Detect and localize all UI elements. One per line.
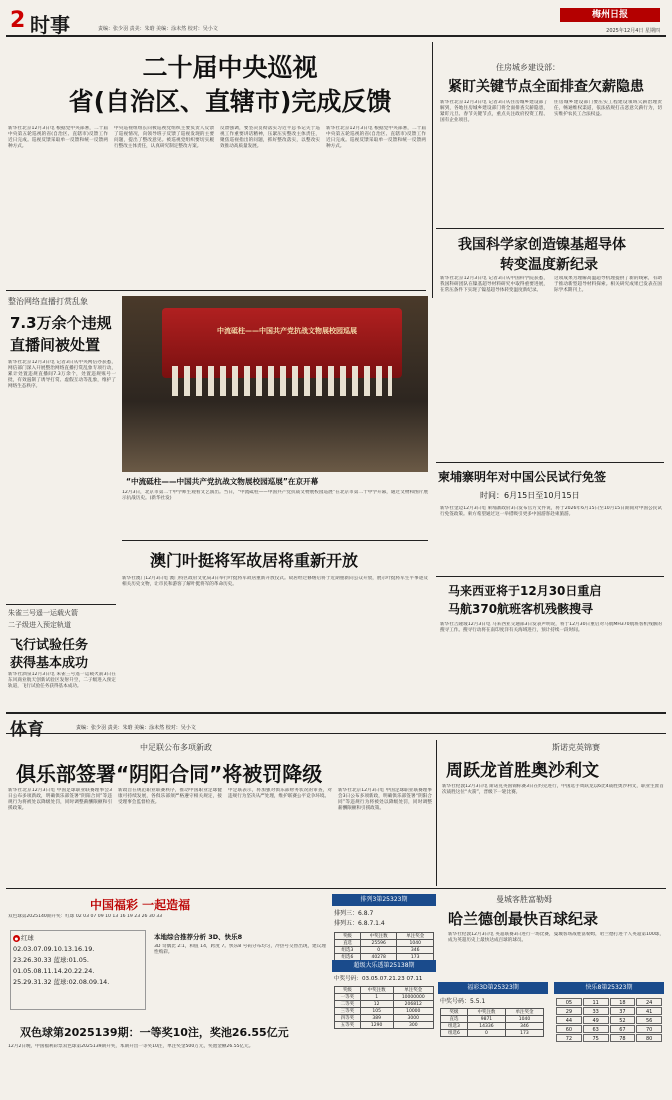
snooker-kicker: 斯诺克英锦赛 [552, 743, 600, 752]
table-header: 中奖注数 [360, 933, 397, 940]
right1-body-col1: 新华社北京12月3日电 记者3日从住房城乡建设部了解到，各地住房城乡建设部门将全面排查欠薪隐患，紧盯元旦、春节关键节点，重点关注政府投资工程、国有企业项目。 [440, 100, 548, 123]
table-cell: 三等奖 [335, 1008, 361, 1015]
macao-title: 澳门叶挺将军故居将重新开放 [150, 551, 359, 570]
issue-date: 2025年12月4日 星期四 [606, 28, 660, 34]
sports-body-col1: 新华社北京12月3日电 中国足球职业联赛理事会3日公布多项新政，明确俱乐部签署“阴阳合同”等违规行为将被处以降级处罚，同时调整薪酬限额和引援政策。 [8, 788, 112, 811]
right2-body-col1: 新华社北京12月3日电 记者3日从中国科学院获悉，我国科研团队在镍基超导材料研究中取得重要进展，在常压条件下实现了镍基超导体转变温度新纪录。 [440, 276, 548, 293]
right2-title-line2: 转变温度新纪录 [500, 257, 598, 273]
sports-editor-line: 责编：张少羽 责美：朱晗 美编：涂未然 校对：吴小文 [76, 725, 196, 731]
newspaper-logo: 梅州日报 [560, 8, 660, 22]
table-cell: 二等奖 [335, 1001, 361, 1008]
kl8-number: 60 [556, 1025, 582, 1033]
table-header: 单注奖金 [393, 987, 433, 994]
table-header: 中奖注数 [360, 987, 393, 994]
zhibo-title-line1: 7.3万余个违规 [10, 314, 112, 332]
right2-body-col2: 这项成果为理解高温超导机理提供了新的线索，有助于推动新型超导材料探索。相关研究成果已发表在国际学术期刊上。 [554, 276, 662, 293]
performers [172, 366, 392, 396]
sports-header [6, 712, 666, 740]
mh370-title-line2: 马航370航班客机残骸搜寻 [448, 602, 594, 616]
table-cell: 389 [360, 1015, 393, 1022]
lottery-draw-info: 双色球第2025140期开奖：红球 02 03 07 09 10 13 16 19 23 26 30 33 [8, 914, 163, 919]
right2-title-line1: 我国科学家创造镍基超导体 [458, 237, 626, 253]
red-line1: 02.03.07.09.10.13.16.19. [13, 945, 95, 953]
red-ball-icon: ● [14, 936, 19, 941]
table-cell: 直选 [335, 940, 361, 947]
table-cell: 40278 [360, 954, 397, 961]
rocket-title-line1: 飞行试验任务 [10, 638, 89, 653]
zhibo-title-line2: 直播间被处置 [10, 336, 101, 354]
right1-kicker: 住房城乡建设部： [496, 63, 560, 72]
lead-body-col2: 中央巡视组组长向被巡视党组织主要负责人反馈了巡视情况，向领导班子反馈了巡视发现的主要问题，提出了整改意见。被巡视党组织要切实履行整改主体责任，认真研究制定整改方案。 [114, 126, 214, 149]
table-header: 奖级 [441, 1009, 468, 1016]
section-rule [122, 540, 428, 541]
dongpu-title: 柬埔寨明年对中国公民试行免签 [438, 470, 607, 484]
football-body: 新华社伦敦12月3日电 英超联赛3日进行一场比赛，曼城客场战胜富勒姆，哈兰德打进个人英超第100球，成为英超历史上最快达成百球的球员。 [448, 932, 664, 943]
table-header: 奖级 [335, 933, 361, 940]
kl8-number: 72 [556, 1034, 582, 1042]
table-cell: 105 [360, 1008, 393, 1015]
sports-body-col4: 新华社北京12月3日电 中国足球职业联赛理事会3日公布多项新政，明确俱乐部签署“阴阳合同”等违规行为将被处以降级处罚，同时调整薪酬限额和引援政策。 [338, 788, 432, 811]
table-cell: 直选 [441, 1016, 468, 1023]
sports-body-col3: 中足联表示，将加强对俱乐部财务状况的审查，对违规行为坚决从严处理，维护联赛公平竞争环境。 [228, 788, 332, 799]
kl8-number: 56 [636, 1016, 662, 1024]
table-cell: 1290 [360, 1022, 393, 1029]
red-label: 红球 [21, 934, 34, 942]
table-cell: 1 [360, 994, 393, 1001]
kl8-number: 11 [583, 998, 609, 1006]
section-rule [6, 290, 426, 291]
kl8-number: 33 [583, 1007, 609, 1015]
table-header: 奖级 [335, 987, 361, 994]
table-cell: 一等奖 [335, 994, 361, 1001]
photo-caption-title: “中流砥柱——中国共产党抗战文物展校园巡展”在京开幕 [126, 477, 319, 486]
sports-body-col2: 新政旨在规范职业联赛秩序，推动中国职业足球健康可持续发展，各俱乐部须严格遵守相关规定，接受理事会监督检查。 [118, 788, 222, 805]
lottery-red-box [10, 930, 146, 1010]
sports-section-title: 体育 [10, 720, 44, 740]
table-cell: 四等奖 [335, 1015, 361, 1022]
table-cell: 五等奖 [335, 1022, 361, 1029]
kl8-number: 44 [556, 1016, 582, 1024]
table-cell: 12 [360, 1001, 393, 1008]
section-rule [436, 228, 664, 229]
column-divider [436, 740, 437, 886]
tc-prize-table [334, 986, 434, 1029]
kl8-number: 63 [583, 1025, 609, 1033]
fc3d-label: 福彩3D第25323期 [438, 982, 548, 994]
rocket-subkicker: 二子级进入预定轨道 [8, 621, 71, 629]
lottery-summary: 12月2日晚，中国福利彩票双色球第2025139期开奖，本期开出一等奖10注，单注奖金500万元，奖池金额26.55亿元。 [8, 1044, 254, 1049]
pl5-result: 排列五：6.8.7.1.4 [334, 920, 385, 927]
kl8-number: 49 [583, 1016, 609, 1024]
fc3d-result: 中奖号码：5.5.1 [440, 998, 486, 1005]
table-cell: 173 [505, 1030, 543, 1037]
table-header: 单注奖金 [397, 933, 434, 940]
table-cell: 10000 [393, 1008, 433, 1015]
exhibition-photo [122, 296, 428, 472]
right1-body-col2: 住房城乡建设部门要压实工程建设领域欠薪治理责任，畅通维权渠道，依法依规打击恶意欠薪行为，切实维护农民工合法权益。 [554, 100, 662, 117]
table-cell: 173 [397, 954, 434, 961]
fc3d-analysis-title: 本地综合推荐分析 3D、快乐8 [154, 933, 243, 941]
table-header: 中奖注数 [467, 1009, 505, 1016]
kl8-number: 70 [636, 1025, 662, 1033]
kl8-number: 75 [583, 1034, 609, 1042]
stage-banner: 中流砥柱——中国共产党抗战文物展校园巡展 [217, 327, 357, 335]
lead-body-col3: 反馈强调，要坚决贯彻落实习近平总书记关于巡视工作重要讲话精神，压紧压实整改主体责任，聚焦巡视指出的问题，抓好整改落实，以整改实效推动高质量发展。 [220, 126, 320, 149]
sports-kicker: 中足联公布多项新政 [140, 743, 212, 752]
table-header: 单注奖金 [505, 1009, 543, 1016]
table-cell: 14336 [467, 1023, 505, 1030]
lead-title-line2: 省(自治区、直辖市)完成反馈 [68, 87, 392, 116]
kl8-number-grid [556, 998, 662, 1042]
football-title: 哈兰德创最快百球纪录 [448, 910, 599, 928]
table-cell: 1040 [397, 940, 434, 947]
red-line2: 23.26.30.33 蓝球:01.05. [13, 956, 89, 964]
fc3d-analysis-body: 3D 奇偶比 2:1，和值 14，跨度 7。快乐8 号码分布均匀，冷热号交替出现，建议理性购彩。 [154, 944, 326, 955]
lottery-title: 中国福彩 一起造福 [90, 898, 191, 912]
column-divider [432, 42, 433, 298]
lead-title-line1: 二十届中央巡视 [142, 53, 318, 82]
table-cell: 9871 [467, 1016, 505, 1023]
kl8-number: 80 [636, 1034, 662, 1042]
kl8-number: 24 [636, 998, 662, 1006]
table-cell: 组选3 [441, 1023, 468, 1030]
football-kicker: 曼城客胜富勒姆 [496, 895, 552, 904]
photo-caption-body: 12月3日，北京市第二十中学师生观看文艺演出。当日，“中流砥柱——中国共产党抗战文物展校园巡展”在北京市第二十中学开幕，通过文物和图片展示抗战历史。(新华社发) [122, 490, 428, 501]
pl3-label: 排列3第25323期 [332, 894, 436, 906]
editor-line: 责编：张少羽 责美：朱晗 美编：涂未然 校对：吴小文 [98, 26, 218, 32]
table-cell: 1040 [505, 1016, 543, 1023]
table-cell: 346 [505, 1023, 543, 1030]
macao-body: 新华社澳门12月3日电 澳门特区政府文化局3日举行叶挺将军故居重新开放仪式。故居经过修缮后将于近期重新向公众开放，展示叶挺将军生平事迹及相关历史文物，让市民和游客了解叶挺将军的革命历史。 [122, 576, 428, 587]
table-cell: 组选6 [441, 1030, 468, 1037]
table-cell: 346 [397, 947, 434, 954]
red-line4: 25.29.31.32 蓝球:02.08.09.14. [13, 978, 110, 986]
zhibo-kicker: 整治网络直播打赏乱象 [8, 297, 88, 306]
right1-title: 紧盯关键节点全面排查欠薪隐患 [448, 79, 644, 95]
table-cell: 300 [393, 1022, 433, 1029]
kl8-number: 29 [556, 1007, 582, 1015]
fc3d-prize-table [440, 1008, 544, 1037]
kl8-number: 52 [610, 1016, 636, 1024]
table-cell: 25596 [360, 940, 397, 947]
snooker-title: 周跃龙首胜奥沙利文 [446, 761, 599, 781]
section-rule [436, 576, 664, 577]
section-rule [6, 888, 666, 889]
sports-title: 俱乐部签署“阴阳合同”将被罚降级 [16, 762, 323, 786]
mh370-body: 新华社吉隆坡12月3日电 马来西亚交通部3日发表声明说，将于12月30日重启对马航MH370航班客机残骸的搜寻工作。搜寻行动将在南印度洋有关海域进行，预计持续一段时间。 [440, 622, 662, 633]
kl8-number: 37 [610, 1007, 636, 1015]
kl8-number: 18 [610, 998, 636, 1006]
pl3-result: 排列三：6.8.7 [334, 910, 374, 917]
table-cell: 组选3 [335, 947, 361, 954]
lead-body-col1: 新华社北京12月3日电 根据党中央部署，二十届中央第五轮巡视的省(自治区、直辖市)反馈工作近日完成。巡视反馈采取单一反馈和统一反馈两种方式。 [8, 126, 108, 149]
section-title: 时事 [30, 13, 70, 37]
kl8-number: 05 [556, 998, 582, 1006]
red-line3: 01.05.08.11.14.20.22.24. [13, 967, 95, 975]
rocket-body: 新华社酒泉12月3日电 朱雀三号遥一运载火箭3日在东风商业航天创新试验区发射升空，二子级进入预定轨道，飞行试验任务获得基本成功。 [8, 672, 116, 689]
mh370-title-line1: 马来西亚将于12月30日重启 [448, 584, 602, 598]
rocket-kicker: 朱雀三号遥一运载火箭 [8, 609, 78, 617]
page-number: 2 [10, 8, 26, 33]
kl8-number: 67 [610, 1025, 636, 1033]
kl8-number: 78 [610, 1034, 636, 1042]
dongpu-body: 新华社金边12月3日电 柬埔寨政府3日发布官方文件说，将于2026年6月15日至10月15日期间对中国公民试行免签政策。柬方希望通过这一举措吸引更多中国游客赴柬旅游。 [440, 506, 662, 517]
zhibo-body: 新华社北京12月3日电 记者3日从中央网信办获悉，网信部门深入开展整治网络直播打赏乱象专项行动，累计处置违规直播间7.3万余个，处置违规账号一批，有效遏制了诱导打赏、虚假互动等乱象，维护了网络生态秩序。 [8, 360, 116, 389]
table-cell: 10000000 [393, 994, 433, 1001]
lead-body-col4: 新华社北京12月3日电 根据党中央部署，二十届中央第五轮巡视的省(自治区、直辖市)反馈工作近日完成。巡视反馈采取单一反馈和统一反馈两种方式。 [326, 126, 426, 149]
kl8-number: 41 [636, 1007, 662, 1015]
tc-result: 中奖号码：03.05.07.21.23 07.11 [334, 976, 423, 982]
tc-label: 超级大乐透第25138期 [332, 960, 436, 972]
table-cell: 0 [360, 947, 397, 954]
section-rule [6, 604, 116, 605]
dongpu-subtitle: 时间：6月15日至10月15日 [480, 491, 580, 500]
rocket-title-line2: 获得基本成功 [10, 656, 89, 671]
table-cell: 组选6 [335, 954, 361, 961]
snooker-body: 新华社伦敦12月3日电 斯诺克英国锦标赛3日在约克进行，中国选手周跃龙以6比4战胜奥沙利文，职业生涯首次战胜这位“火箭”，晋级下一轮比赛。 [442, 784, 664, 795]
table-cell: 3000 [393, 1015, 433, 1022]
pl-prize-table [334, 932, 434, 961]
lottery-headline: 双色球第2025139期：一等奖10注，奖池26.55亿元 [20, 1026, 289, 1039]
kl8-label: 快乐8第25323期 [554, 982, 664, 994]
table-cell: 206812 [393, 1001, 433, 1008]
page-header [6, 3, 666, 37]
table-cell: 0 [467, 1030, 505, 1037]
section-rule [436, 462, 664, 463]
